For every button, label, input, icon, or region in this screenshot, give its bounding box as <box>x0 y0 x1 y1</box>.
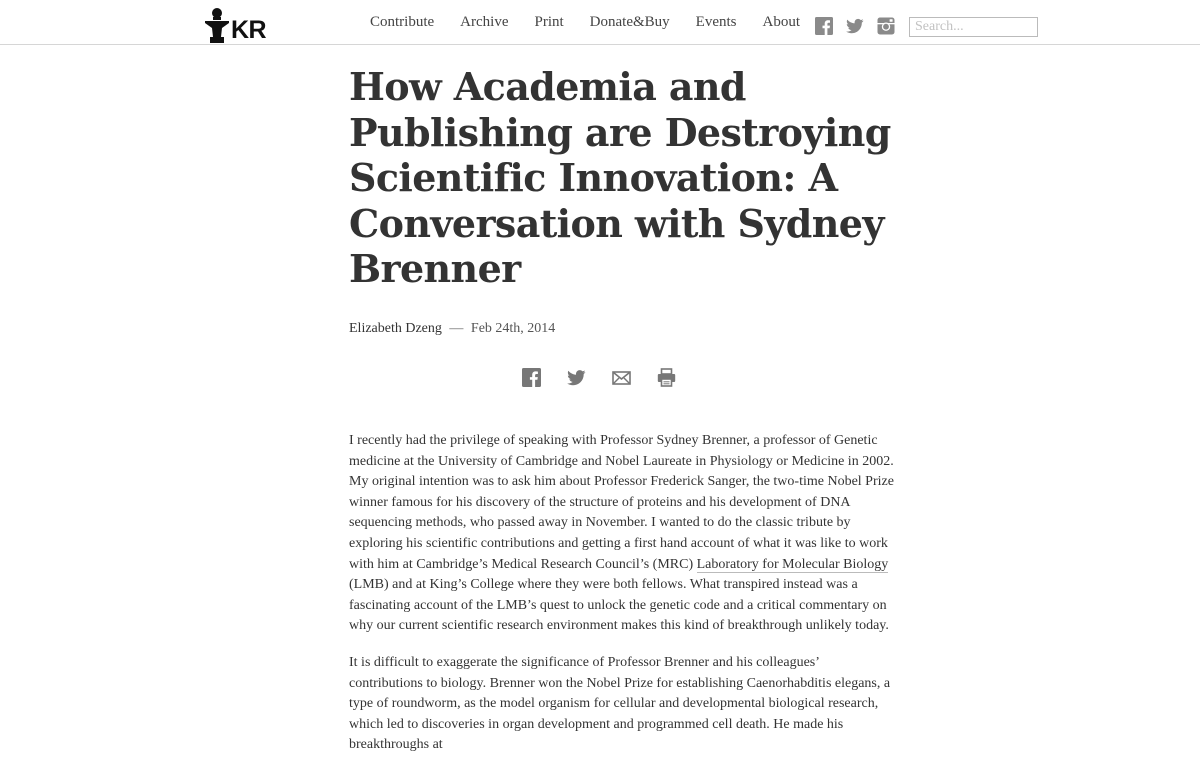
facebook-icon[interactable] <box>522 368 541 387</box>
author-name[interactable]: Elizabeth Dzeng <box>349 320 442 336</box>
chess-piece-icon <box>204 7 230 43</box>
twitter-icon[interactable] <box>567 368 586 387</box>
paragraph-text: (LMB) and at King’s College where they were both fellows. What transpired instead was a fascinating account of the LMB’s quest to unlock the genetic code and a critical commentary on why our current scientific research environment makes this kind of breakthrough unlikely today. <box>349 577 889 634</box>
article-paragraph <box>349 431 894 637</box>
print-icon[interactable] <box>657 368 676 387</box>
article-title: How Academia and Publishing are Destroying Scientific Innovation: A Conversation with Sydney Brenner <box>349 64 891 291</box>
article-header <box>349 60 894 337</box>
article-body <box>349 431 894 772</box>
share-bar <box>522 368 676 387</box>
site-logo[interactable] <box>204 5 266 43</box>
logo-text: KR <box>231 16 267 44</box>
search-input[interactable] <box>909 17 1038 37</box>
facebook-icon[interactable] <box>815 17 833 35</box>
email-icon[interactable] <box>612 368 631 387</box>
social-links <box>815 17 908 35</box>
twitter-icon[interactable] <box>846 17 864 35</box>
nav-item-events[interactable]: Events <box>695 13 737 30</box>
paragraph-text: I recently had the privilege of speaking with Professor Sydney Brenner, a professor of Genetic medicine at the University of Cambridge and Nobel Laureate in Physiology or Medicine in 2002. My original intention was to ask him about Professor Frederick Sanger, the two-time Nobel Prize winner famous for his discovery of the structure of proteins and his development of DNA sequencing methods, who passed away in November. I wanted to do the classic tribute by exploring his scientific contributions and getting a first hand account of what it was like to work with him at Cambridge’s Medical Research Council’s (MRC) <box>349 433 894 572</box>
site-header <box>0 0 1200 45</box>
nav-item-contribute[interactable]: Contribute <box>370 13 435 30</box>
byline-separator: — <box>449 320 464 336</box>
nav-item-archive[interactable]: Archive <box>460 13 509 30</box>
article-paragraph: It is difficult to exaggerate the significance of Professor Brenner and his colleagues’ contributions to biology. Brenner won the Nobel Prize for establishing Caenorhabditis elegans, a type of roundworm, as the model organism for cellular and developmental biological research, which led to discoveries in organ development and programmed cell death. He made his breakthroughs at <box>349 654 891 753</box>
instagram-icon[interactable] <box>877 17 895 35</box>
nav-item-print[interactable]: Print <box>534 13 564 30</box>
publish-date: Feb 24th, 2014 <box>470 320 556 336</box>
nav-item-donate-buy[interactable]: Donate&Buy <box>589 13 670 30</box>
byline <box>349 321 894 337</box>
nav-item-about[interactable]: About <box>762 13 800 30</box>
main-nav <box>370 0 800 44</box>
lmb-link[interactable]: Laboratory for Molecular Biology <box>696 556 889 572</box>
